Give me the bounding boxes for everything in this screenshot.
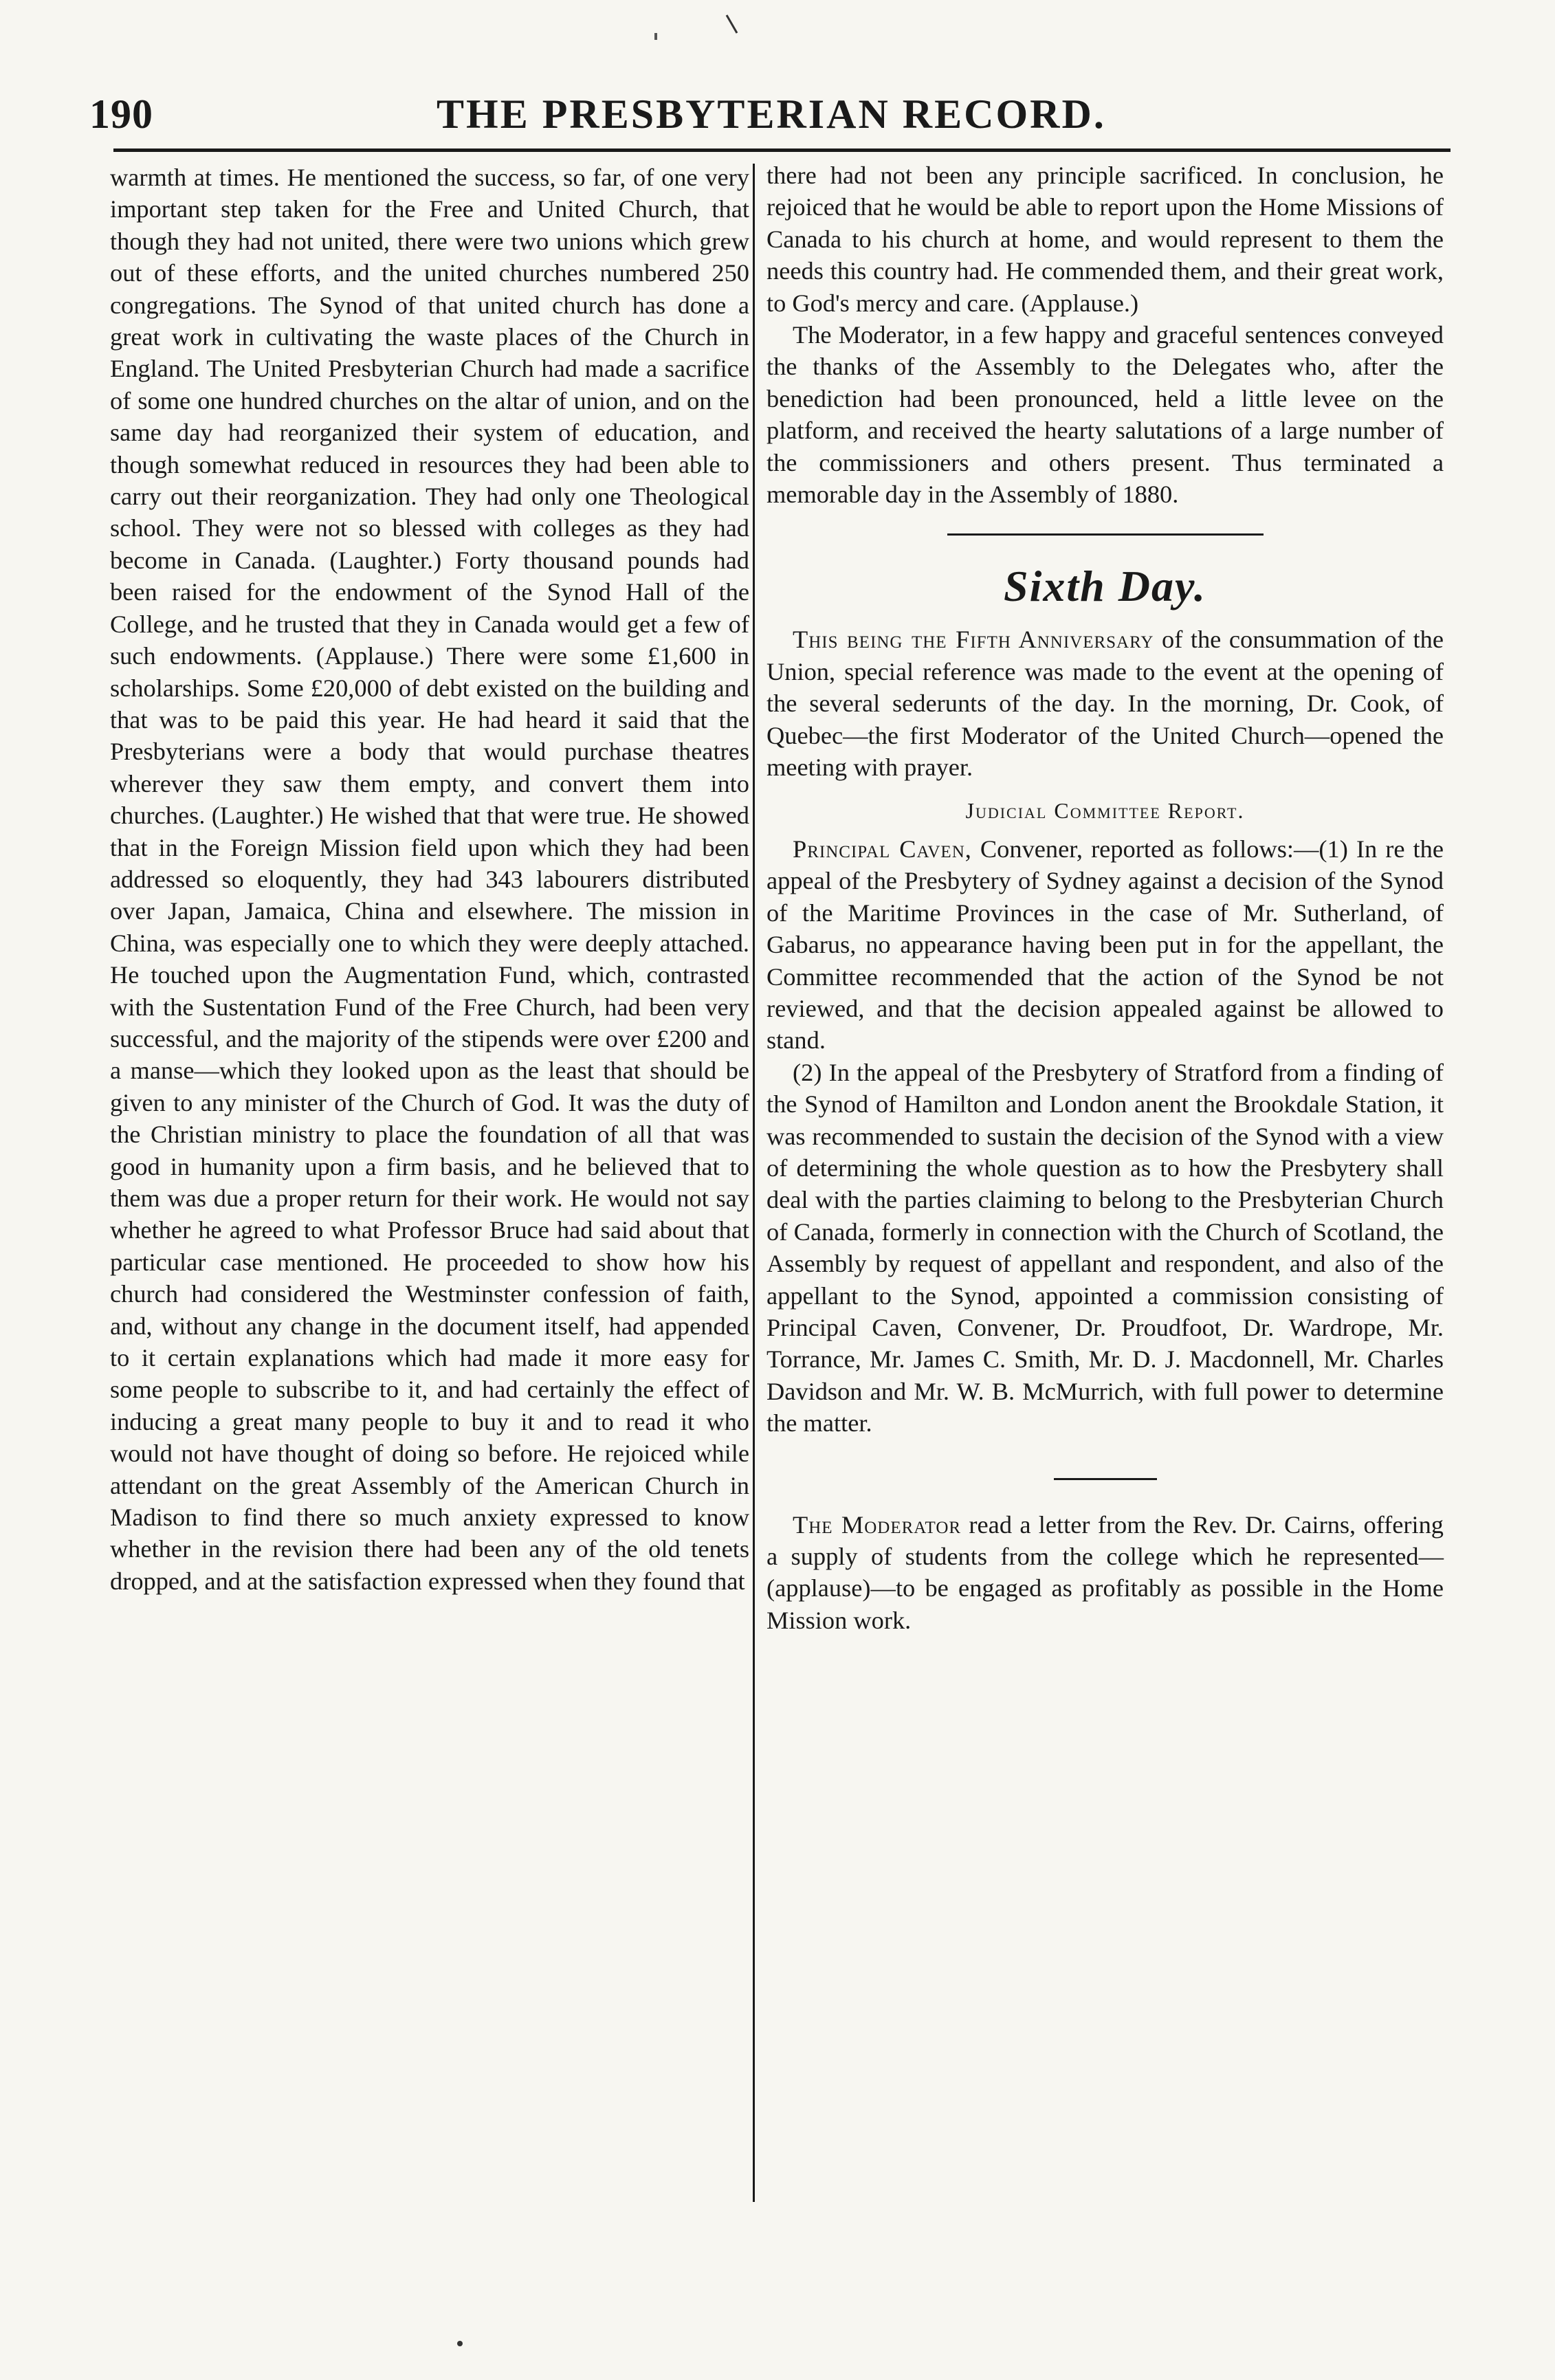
column-divider <box>753 164 755 2202</box>
header-rule <box>113 148 1451 152</box>
paragraph-text: of the consummation of the Union, special reference was made to the event at the opening of the several sederunts of the day. In the morning, Dr. Cook, of Quebec—the first Moderator of the United Church—opened the meeting with prayer. <box>767 626 1444 782</box>
running-title: THE PRESBYTERIAN RECORD. <box>437 91 1106 137</box>
print-speck <box>457 2341 463 2346</box>
paragraph-lead: This being the Fifth Anniversary <box>793 626 1154 654</box>
paragraph-lead: The Moderator <box>793 1510 962 1539</box>
left-column <box>110 162 749 1597</box>
section-heading: Judicial Committee Report. <box>965 797 1245 823</box>
day-heading: Sixth Day. <box>1004 562 1206 611</box>
article-paragraph <box>767 1509 1444 1637</box>
page-number: 190 <box>89 91 153 137</box>
paragraph-text: Convener, reported as follows:—(1) In re the appeal of the Presbytery of Sydney against a decision of the Synod of the Maritime Provinces in the case of Mr. Sutherland, of Gabarus, no appearance having been put in for the appellant, the Committee recommended that the action of the Synod be not reviewed, and that the decision appealed against be allowed to stand. <box>767 835 1444 1055</box>
page-header <box>89 82 1478 144</box>
article-paragraph <box>767 624 1444 783</box>
print-speck <box>654 33 657 40</box>
paragraph-text: read a letter from the Rev. Dr. Cairns, offering a supply of students from the college which he represented—(applause)—to be engaged as profitably as possible in the Home Mission work. <box>767 1510 1444 1634</box>
article-paragraph: there had not been any principle sacrificed. In conclusion, he rejoiced that he would be able to report upon the Home Missions of Canada to his church at home, and would represent to them the needs this country had. He commended them, and their great work, to God's mercy and care. (Applause.) <box>767 162 1444 317</box>
article-paragraph <box>767 833 1444 1057</box>
article-paragraph: (2) In the appeal of the Presbytery of Stratford from a finding of the Synod of Hamilton and London anent the Brookdale Station, it was recommended to sustain the decision of the Synod with a view of determining the whole question as to how the Presbytery shall deal with the parties claiming to belong to the Presbyterian Church of Canada, formerly in connection with the Church of Scotland, the Assembly by request of appellant and respondent, and also of the appellant to the Synod, appointed a commission consisting of Principal Caven, Convener, Dr. Proudfoot, Dr. Wardrope, Mr. Torrance, Mr. James C. Smith, Mr. D. J. Macdonnell, Mr. Charles Davidson and Mr. W. B. McMurrich, with full power to determine the matter. <box>767 1058 1444 1437</box>
right-column <box>767 159 1444 1636</box>
section-rule <box>947 533 1264 536</box>
paragraph-lead: Principal Caven, <box>793 835 972 863</box>
article-paragraph: The Moderator, in a few happy and graceful sentences conveyed the thanks of the Assembly to the Delegates who, after the benediction had been pronounced, held a little levee on the platform, and received the hearty salutations of a large number of the commissioners and others present. Thus terminated a memorable day in the Assembly of 1880. <box>767 321 1444 509</box>
section-rule <box>1054 1478 1157 1480</box>
article-paragraph: warmth at times. He mentioned the success, so far, of one very important step taken for the Free and United Church, that though they had not united, there were two unions which grew out of these efforts, and the united churches numbered 250 congregations. The Synod of that united church has done a great work in cultivating the waste places of the Church in England. The United Presbyterian Church had made a sacrifice of some one hundred churches on the altar of union, and on the same day had reorganized their system of education, and though somewhat reduced in resources they had been able to carry out their reorganization. They had only one Theological school. They were not so blessed with colleges as they had become in Canada. (Laughter.) Forty thousand pounds had been raised for the endowment of the Synod Hall of the College, and he trusted that they in Canada would get a few of such endowments. (Applause.) There were some £1,600 in scholarships. Some £20,000 of debt existed on the building and that was to be paid this year. He had heard it said that the Presbyterians were a body that would purchase theatres wherever they saw them empty, and convert them into churches. (Laughter.) He wished that that were true. He showed that in the Foreign Mission field upon which they had been addressed so eloquently, they had 343 labourers distributed over Japan, Jamaica, China and elsewhere. The mission in China, was especially one to which they were deeply attached. He touched upon the Augmentation Fund, which, contrasted with the Sustentation Fund of the Free Church, had been very successful, and the majority of the stipends were over £200 and a manse—which they looked upon as the least that should be given to any minister of the Church of God. It was the duty of the Christian ministry to place the foundation of all that was good in humanity upon a firm basis, and he believed that to them was due a proper return for their work. He would not say whether he agreed to what Professor Bruce had said about that particular case mentioned. He proceeded to show how his church had considered the Westminster confession of faith, and, without any change in the document itself, had appended to it certain explanations which had made it more easy for some people to subscribe to it, and had certainly the effect of inducing a great many people to buy it and to read it who would not have thought of doing so before. He rejoiced while attendant on the great Assembly of the American Church in Madison to find there so much anxiety expressed to know whether in the revision there had been any of the old tenets dropped, and at the satisfaction expressed when they found that <box>110 164 749 1595</box>
print-speck <box>726 14 738 33</box>
